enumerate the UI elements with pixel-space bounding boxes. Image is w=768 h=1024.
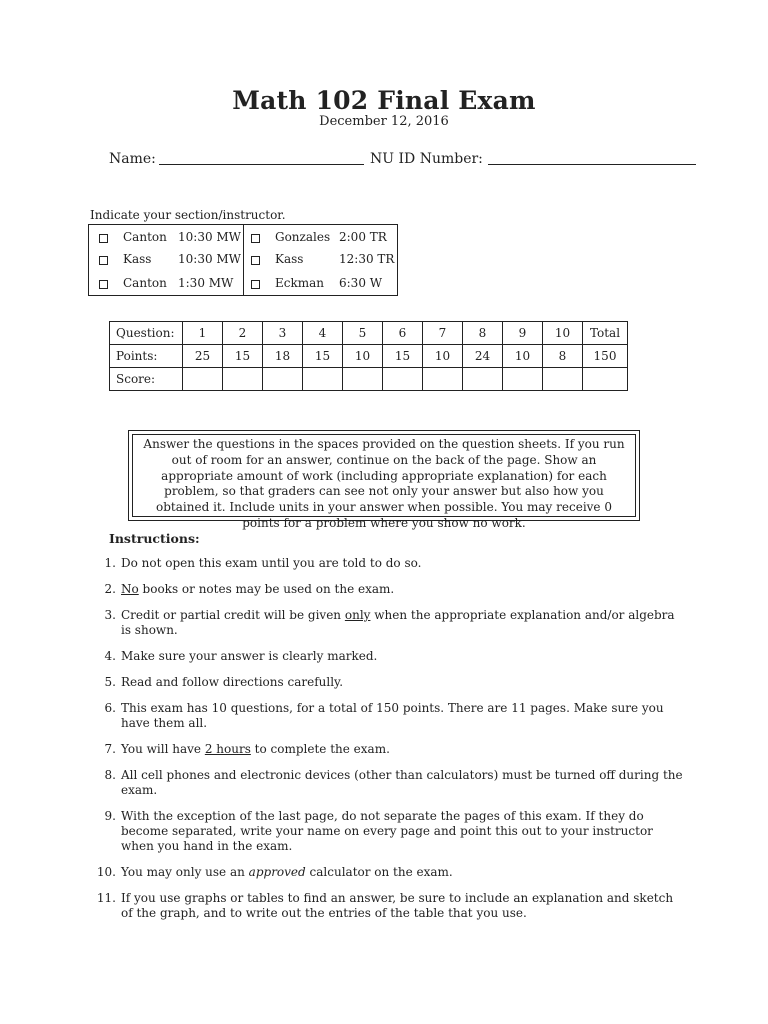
notice-text: Answer the questions in the spaces provided on the question sheets. If you run out of room for an answer, continue on the back of the page. Show an appropriate amount of work (including appropriate explanation) for each problem, so that graders can see not only your answer but also how you obtained it. Include units in your answer when possible. You may receive 0 points for a problem where you show no work. [132,434,636,517]
score-cell[interactable] [263,368,303,391]
question-number: 3 [263,322,303,345]
points-value: 25 [183,345,223,368]
item-number: 9. [104,809,116,823]
section-time: 10:30 MW [178,230,242,244]
score-cell[interactable] [503,368,543,391]
question-number: 5 [343,322,383,345]
item-text: This exam has 10 questions, for a total of 150 points. There are 11 pages. Make sure you have them all. [121,701,664,730]
item-text: Read and follow directions carefully. [121,675,344,689]
item-text: All cell phones and electronic devices (other than calculators) must be turned off during the exam. [121,768,683,797]
instructions-heading: Instructions: [109,531,200,546]
question-number: 2 [223,322,263,345]
section-instructor: Canton [123,230,167,244]
section-instructor: Kass [123,252,152,266]
question-number: 6 [383,322,423,345]
score-label: Score: [110,368,183,391]
item-text: You will have [121,742,205,756]
section-instructor: Eckman [275,276,325,290]
points-value: 18 [263,345,303,368]
question-number: 8 [463,322,503,345]
item-number: 5. [104,675,116,689]
item-number: 11. [96,891,116,905]
item-emphasis: No [121,582,139,596]
item-number: 6. [104,701,116,715]
question-number: 10 [543,322,583,345]
section-prompt: Indicate your section/instructor. [90,208,286,222]
section-time: 1:30 MW [178,276,234,290]
notice-box [128,430,640,530]
page-title: Math 102 Final Exam [232,86,536,115]
points-value: 10 [423,345,463,368]
section-selector [88,224,398,296]
section-option[interactable] [89,248,397,270]
points-value: 15 [383,345,423,368]
question-number: 4 [303,322,343,345]
section-instructor: Kass [275,252,304,266]
name-label: Name: [109,151,156,167]
section-time: 10:30 MW [178,252,242,266]
list-item [96,556,686,571]
item-number: 3. [104,608,116,622]
list-item [96,809,686,854]
total-label: Total [583,322,628,345]
list-item [96,865,686,880]
points-value: 10 [503,345,543,368]
score-cell[interactable] [383,368,423,391]
total-points: 150 [583,345,628,368]
section-option[interactable] [89,226,397,248]
item-emphasis: approved [248,865,306,879]
item-text: when the appropriate explanation and/or algebra is shown. [121,608,675,637]
section-instructor: Gonzales [275,230,331,244]
score-cell[interactable] [183,368,223,391]
item-emphasis: 2 hours [204,742,251,756]
item-text: If you use graphs or tables to find an answer, be sure to include an explanation and sketch of the graph, and to write out the entries of the table that you use. [121,891,674,920]
item-number: 8. [104,768,116,782]
section-time: 2:00 TR [339,230,387,244]
section-option[interactable] [89,272,397,294]
score-cell[interactable] [463,368,503,391]
id-label: NU ID Number: [370,151,483,167]
question-row [110,322,628,345]
score-cell[interactable] [303,368,343,391]
section-instructor: Canton [123,276,167,290]
score-cell[interactable] [543,368,583,391]
section-time: 12:30 TR [339,252,395,266]
item-number: 4. [104,649,116,663]
item-number: 1. [104,556,116,570]
points-row [110,345,628,368]
empty-checkbox-icon[interactable] [251,256,260,265]
list-item [96,649,686,664]
empty-checkbox-icon[interactable] [251,280,260,289]
score-table [109,321,628,391]
item-number: 7. [104,742,116,756]
list-item [96,582,686,597]
item-text: to complete the exam. [250,742,390,756]
list-item [96,891,686,921]
id-number-field[interactable] [488,164,696,165]
item-text: books or notes may be used on the exam. [138,582,395,596]
item-emphasis: only [344,608,371,622]
instructions-list [96,556,686,932]
total-score-cell[interactable] [583,368,628,391]
question-label: Question: [110,322,183,345]
item-number: 2. [104,582,116,596]
list-item [96,701,686,731]
list-item [96,742,686,757]
item-text: Do not open this exam until you are told to do so. [121,556,422,570]
list-item [96,675,686,690]
question-number: 1 [183,322,223,345]
points-value: 15 [223,345,263,368]
exam-date: December 12, 2016 [319,114,449,129]
question-number: 7 [423,322,463,345]
item-text: Credit or partial credit will be given [121,608,345,622]
item-text: You may only use an [121,865,249,879]
points-value: 15 [303,345,343,368]
score-cell[interactable] [423,368,463,391]
name-field[interactable] [159,164,364,165]
item-text: calculator on the exam. [305,865,453,879]
points-value: 10 [343,345,383,368]
item-number: 10. [96,865,116,879]
item-text: With the exception of the last page, do not separate the pages of this exam. If they do become separated, write your name on every page and point this out to your instructor when you hand in the exam. [121,809,653,853]
score-row [110,368,628,391]
points-value: 8 [543,345,583,368]
points-value: 24 [463,345,503,368]
score-cell[interactable] [343,368,383,391]
empty-checkbox-icon[interactable] [251,234,260,243]
item-text: Make sure your answer is clearly marked. [121,649,378,663]
section-time: 6:30 W [339,276,383,290]
points-label: Points: [110,345,183,368]
list-item [96,608,686,638]
question-number: 9 [503,322,543,345]
score-cell[interactable] [223,368,263,391]
list-item [96,768,686,798]
